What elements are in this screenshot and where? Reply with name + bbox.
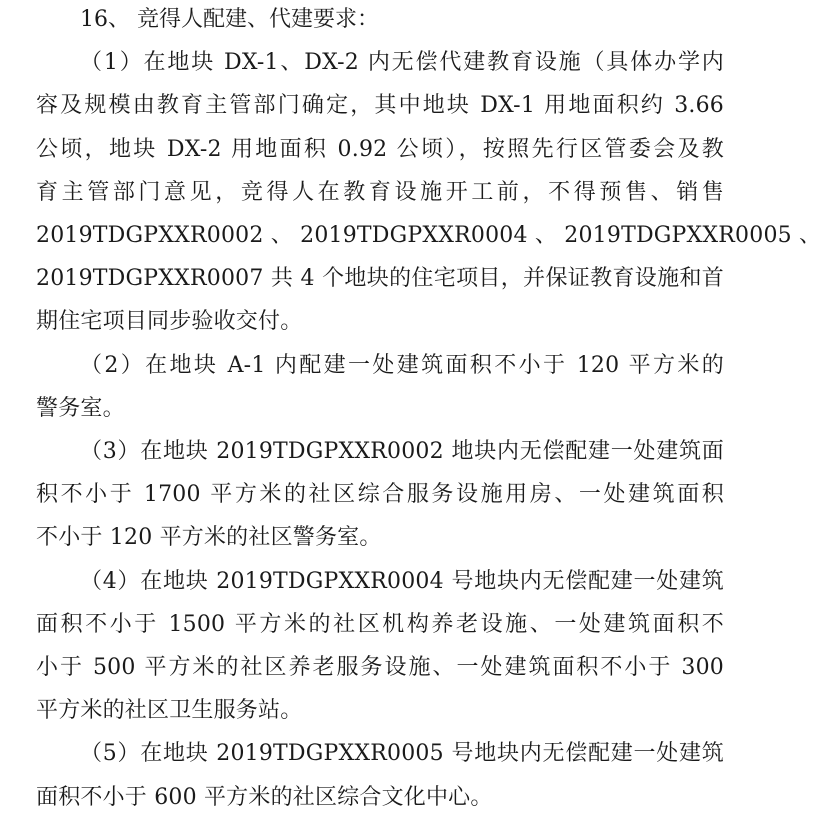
- paragraph-2: [36, 344, 724, 430]
- paragraph-line: 2019TDGPXXR0007 共 4 个地块的住宅项目，并保证教育设施和首: [36, 266, 724, 292]
- paragraph-line: 面积不小于 600 平方米的社区综合文化中心。: [36, 784, 493, 810]
- paragraph-line: 警务室。: [36, 395, 125, 421]
- paragraph-line: 面积不小于 1500 平方米的社区机构养老设施、一处建筑面积不: [36, 611, 724, 637]
- paragraph-3: [36, 430, 724, 560]
- paragraph-line: （2）在地块 A-1 内配建一处建筑面积不小于 120 平方米的: [80, 352, 724, 378]
- paragraph-line: （1）在地块 DX-1、DX-2 内无偿代建教育设施（具体办学内: [80, 50, 724, 76]
- paragraph-line: 容及规模由教育主管部门确定，其中地块 DX-1 用地面积约 3.66: [36, 93, 724, 119]
- paragraph-5: [36, 732, 724, 818]
- paragraph-line: 不小于 120 平方米的社区警务室。: [36, 525, 382, 551]
- paragraph-4: [36, 560, 724, 733]
- paragraph-line: 2019TDGPXXR0002 、 2019TDGPXXR0004 、 2019TDGPXXR0005 、: [36, 223, 821, 249]
- paragraph-line: 平方米的社区卫生服务站。: [36, 698, 303, 724]
- paragraph-line: 积不小于 1700 平方米的社区综合服务设施用房、一处建筑面积: [36, 482, 724, 508]
- paragraph-line: 育主管部门意见，竞得人在教育设施开工前，不得预售、销售: [36, 179, 724, 205]
- paragraph-1: [36, 41, 821, 343]
- paragraph-line: 小于 500 平方米的社区养老服务设施、一处建筑面积不小于 300: [36, 655, 724, 681]
- paragraph-line: （3）在地块 2019TDGPXXR0002 地块内无偿配建一处建筑面: [80, 439, 724, 465]
- section-heading: 16、 竞得人配建、代建要求：: [80, 7, 379, 32]
- paragraph-line: （5）在地块 2019TDGPXXR0005 号地块内无偿配建一处建筑: [80, 741, 724, 767]
- paragraph-line: 公顷，地块 DX-2 用地面积 0.92 公顷），按照先行区管委会及教: [36, 136, 724, 162]
- paragraph-line: （4）在地块 2019TDGPXXR0004 号地块内无偿配建一处建筑: [80, 568, 724, 594]
- paragraph-line: 期住宅项目同步验收交付。: [36, 309, 303, 335]
